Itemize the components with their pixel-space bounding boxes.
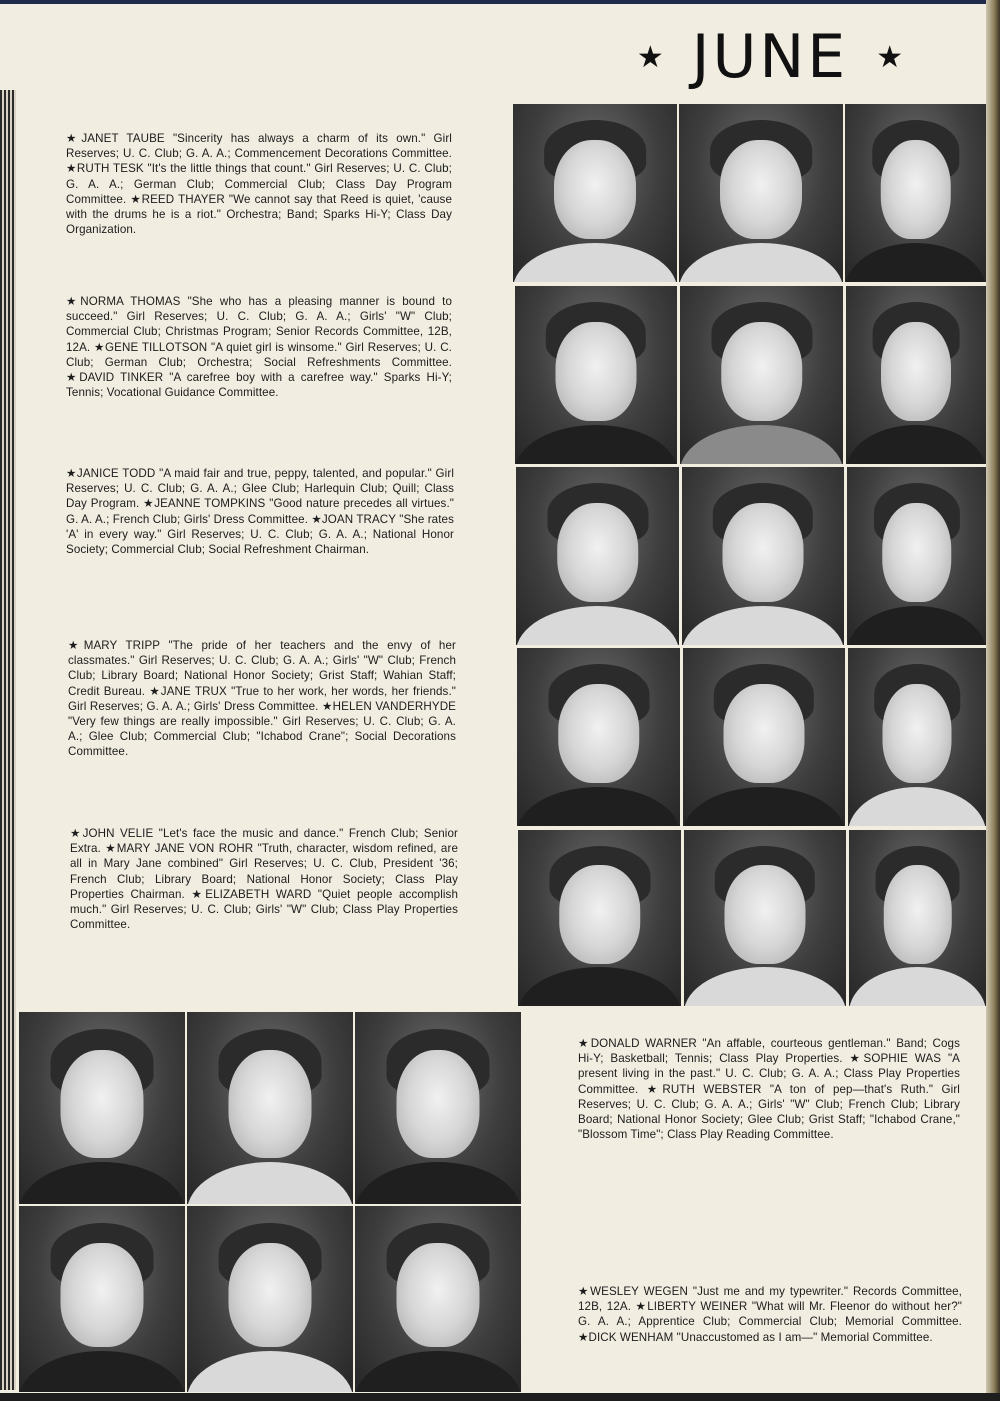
- portrait-photo: [187, 1012, 353, 1204]
- portrait-photo: [19, 1206, 185, 1392]
- star-icon-right: ★: [876, 39, 904, 75]
- portrait-photo: [513, 104, 677, 282]
- portrait-photo: [19, 1012, 185, 1204]
- portrait-photo: [684, 830, 846, 1006]
- bio-block-6: ★DONALD WARNER "An affable, courteous gentleman." Band; Cogs Hi-Y; Basketball; Tennis; Class Play Properties. ★SOPHIE WAS "A present living in the past." U. C. Club; G. A. A.; Class Play Properties Committee. ★RUTH WEBSTER "A ton of pep—that's Ruth." Girl Reserves; U. C. Club; G. A. A.; Girls' "W" Club; French Club; Library Board; National Honor Society; Glee Club; Grist Staff; "Ichabod Crane," "Blossom Time"; Class Play Reading Committee.: [578, 1037, 960, 1142]
- portrait-photo: [516, 467, 679, 645]
- portrait-photo: [847, 467, 986, 645]
- portrait-photo: [682, 467, 844, 645]
- page-title: [620, 22, 920, 92]
- month-title: JUNE: [691, 22, 849, 92]
- portrait-photo: [845, 104, 986, 282]
- bio-block-4: ★MARY TRIPP "The pride of her teachers and the envy of her classmates." Girl Reserves; U. C. Club; G. A. A.; Girls' "W" Club; French Club; Library Board; National Honor Society; Grist Staff; Wahian Staff; Credit Bureau. ★JANE TRUX "True to her work, her words, her friends." Girl Reserves; G. A. A.; Girls' Dress Committee. ★HELEN VANDERHYDE "Very few things are really impossible." Girl Reserves; U. C. Club; G. A. A.; Glee Club; Commercial Club; "Ichabod Crane"; Social Decorations Committee.: [68, 639, 456, 759]
- page-edge-right: [986, 0, 1000, 1401]
- bio-block-7: ★WESLEY WEGEN "Just me and my typewriter." Records Committee, 12B, 12A. ★LIBERTY WEINER "What will Mr. Fleenor do without her?" G. A. A.; Apprentice Club; Commercial Club; Memorial Committee. ★DICK WENHAM "Unaccustomed as I am—" Memorial Committee.: [578, 1285, 962, 1344]
- star-icon-left: ★: [636, 39, 664, 75]
- portrait-photo: [679, 104, 843, 282]
- bottom-edge: [0, 1393, 1000, 1401]
- portrait-photo: [846, 286, 986, 464]
- bio-block-3: ★JANICE TODD "A maid fair and true, peppy, talented, and popular." Girl Reserves; U. C. Club; G. A. A.; Glee Club; Harlequin Club; Quill; Class Day Program. ★JEANNE TOMPKINS "Good nature precedes all virtues." G. A. A.; French Club; Girls' Dress Committee. ★JOAN TRACY "She rates 'A' in every way." Girl Reserves; U. C. Club; G. A. A.; National Honor Society; Commercial Club; Social Refreshment Chairman.: [66, 467, 454, 557]
- portrait-photo: [517, 648, 680, 826]
- bio-block-2: ★NORMA THOMAS "She who has a pleasing manner is bound to succeed." Girl Reserves; U. C. Club; G. A. A.; Girls' "W" Club; Commercial Club; Christmas Program; Senior Records Committee, 12B, 12A. ★GENE TILLOTSON "A quiet girl is winsome." Girl Reserves; U. C. Club; German Club; Orchestra; Social Refreshments Committee. ★DAVID TINKER "A carefree boy with a carefree way." Sparks Hi-Y; Tennis; Vocational Guidance Committee.: [66, 295, 452, 400]
- portrait-photo: [355, 1206, 521, 1392]
- portrait-photo: [848, 648, 986, 826]
- portrait-photo: [518, 830, 681, 1006]
- portrait-photo: [849, 830, 986, 1006]
- portrait-photo: [683, 648, 845, 826]
- portrait-photo: [355, 1012, 521, 1204]
- portrait-photo: [187, 1206, 353, 1392]
- page-binding: [0, 90, 16, 1390]
- bio-block-5: ★JOHN VELIE "Let's face the music and dance." French Club; Senior Extra. ★MARY JANE VON ROHR "Truth, character, wisdom refined, are all in Mary Jane combined" Girl Reserves; U. C. Club, President '36; French Club; Library Board; National Honor Society; Class Play Properties Chairman. ★ELIZABETH WARD "Quiet people accomplish much." Girl Reserves; U. C. Club; Girls' "W" Club; Class Play Properties Committee.: [70, 827, 458, 932]
- portrait-photo: [515, 286, 677, 464]
- bio-block-1: ★JANET TAUBE "Sincerity has always a charm of its own." Girl Reserves; U. C. Club; G. A. A.; Commencement Decorations Committee. ★RUTH TESK "It's the little things that count." Girl Reserves; U. C. Club; G. A. A.; German Club; Commercial Club; Class Day Program Committee. ★REED THAYER "We cannot say that Reed is quiet, 'cause with the drums he is a riot." Orchestra; Band; Sparks Hi-Y; Class Day Organization.: [66, 132, 452, 237]
- top-edge: [0, 0, 1000, 4]
- portrait-photo: [680, 286, 843, 464]
